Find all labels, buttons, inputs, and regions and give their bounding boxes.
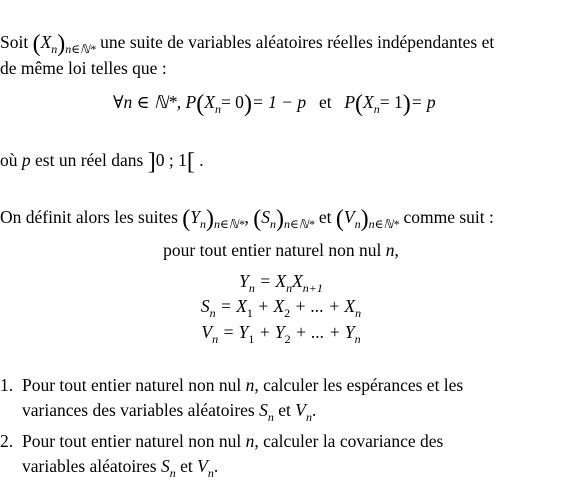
- eq2-lhs-sub: n: [209, 306, 216, 320]
- eq1-lhs: Y: [239, 271, 249, 291]
- s-var: S: [261, 207, 270, 227]
- intro-prefix: Soit: [0, 32, 29, 52]
- sequences-definition-line: [0, 207, 494, 231]
- p0-symbol: P: [185, 92, 197, 112]
- formula-conj: et: [318, 92, 332, 112]
- eq3-b-sub: 2: [284, 332, 291, 346]
- eq2-c: + ... + X: [294, 296, 356, 316]
- defs-intro-punct: ,: [394, 240, 399, 260]
- p0-open: (: [196, 91, 205, 117]
- q2-conj: et: [180, 456, 193, 476]
- quantifier: ∀n ∈ ℕ*,: [113, 92, 182, 112]
- p-middle: est un réel dans: [35, 150, 144, 170]
- question-1-line-2: [22, 402, 316, 423]
- eq1-rhs-sub2: n+1: [302, 281, 323, 295]
- eq3-c-sub: n: [354, 332, 361, 346]
- question-number: 2.: [0, 431, 14, 451]
- p0-close: ): [243, 91, 252, 117]
- eq2-b-sub: 2: [284, 306, 291, 320]
- interval-open-bracket: ]: [147, 149, 156, 175]
- q2-s-sub: n: [169, 466, 176, 480]
- intro-line-2: [0, 60, 167, 78]
- q1-v-sub: n: [305, 410, 312, 424]
- eq1-rhs-mid: X: [292, 271, 303, 291]
- p1-symbol: P: [344, 92, 356, 112]
- p0-eq: = 0: [220, 92, 244, 112]
- s-close: ): [276, 206, 284, 232]
- p1-close: ): [402, 91, 411, 117]
- p1-open: (: [355, 91, 364, 117]
- v-sub: n: [354, 217, 361, 231]
- defs-intro-text: pour tout entier naturel non nul: [163, 240, 382, 260]
- seq-prefix: On définit alors les suites: [0, 207, 178, 227]
- question-2-line-2: [22, 458, 218, 479]
- s-open: (: [253, 206, 262, 232]
- eq1-rhs-sub1: n: [286, 281, 293, 295]
- p-var: p: [21, 150, 31, 170]
- close-paren: ): [57, 31, 66, 57]
- equation-v: [0, 324, 562, 345]
- y-index: n∈ℕ*: [214, 217, 245, 231]
- intro-line2-text: de même loi telles que :: [0, 58, 167, 78]
- eq3-lhs: V: [201, 322, 213, 342]
- q1-line1-a: Pour tout entier naturel non nul: [22, 375, 242, 395]
- eq2-lhs: S: [200, 296, 210, 316]
- defs-intro-var: n: [385, 240, 395, 260]
- open-paren: (: [32, 31, 41, 57]
- eq3-a-sub: 1: [248, 332, 255, 346]
- v-var: V: [343, 207, 355, 227]
- eq2-a-sub: 1: [246, 306, 253, 320]
- y-open: (: [182, 206, 191, 232]
- q2-line1-a: Pour tout entier naturel non nul: [22, 431, 242, 451]
- q1-line1-b: , calculer les espérances et les: [254, 375, 464, 395]
- v-open: (: [335, 206, 344, 232]
- question-number: 1.: [0, 375, 14, 395]
- q2-s: S: [160, 456, 170, 476]
- p1-eq: = 1: [379, 92, 403, 112]
- intro-line-1: [0, 32, 494, 56]
- q1-s: S: [259, 400, 268, 420]
- q2-end: .: [213, 456, 219, 476]
- eq2-b: + X: [257, 296, 285, 316]
- equation-y: [0, 273, 562, 294]
- p0-var: X: [204, 92, 215, 112]
- v-index: n∈ℕ*: [368, 217, 400, 231]
- s-index: n∈ℕ*: [284, 217, 315, 231]
- seq-suffix: comme suit :: [403, 207, 494, 227]
- q1-conj: et: [278, 400, 291, 420]
- q1-v: V: [295, 400, 306, 420]
- y-sub: n: [200, 217, 206, 231]
- q1-s-sub: n: [267, 410, 274, 424]
- q1-var-n: n: [245, 375, 255, 395]
- eq3-c: + ... + Y: [295, 322, 355, 342]
- y-close: ): [206, 206, 214, 232]
- question-1-line-1: [22, 377, 463, 395]
- p-suffix: .: [199, 150, 204, 170]
- equation-s: [0, 298, 562, 319]
- p1-var: X: [363, 92, 374, 112]
- q2-v: V: [197, 456, 208, 476]
- eq3-a: = Y: [222, 322, 249, 342]
- p-prefix: où: [0, 150, 18, 170]
- q1-end: .: [311, 400, 317, 420]
- seq-index: n∈ℕ*: [65, 42, 96, 56]
- q2-line2-a: variables aléatoires: [22, 456, 157, 476]
- v-close: ): [360, 206, 369, 232]
- p1-sub: n: [373, 102, 380, 116]
- seq-sub: n: [51, 42, 58, 56]
- eq3-lhs-sub: n: [212, 332, 219, 346]
- s-sub: n: [270, 217, 276, 231]
- p0-rhs: = 1 − p: [251, 92, 307, 112]
- p1-rhs: = p: [410, 92, 436, 112]
- definitions-intro: [0, 242, 562, 260]
- seq-conj: et: [318, 207, 332, 227]
- eq2-c-sub: n: [355, 306, 362, 320]
- p0-sub: n: [214, 102, 221, 116]
- question-2-line-1: [22, 433, 443, 451]
- q2-var-n: n: [245, 431, 255, 451]
- q2-line1-b: , calculer la covariance des: [254, 431, 444, 451]
- q2-v-sub: n: [207, 466, 214, 480]
- eq2-a: = X: [220, 296, 247, 316]
- eq3-b: + Y: [258, 322, 285, 342]
- q1-line2-a: variances des variables aléatoires: [22, 400, 255, 420]
- y-var: Y: [190, 207, 200, 227]
- eq1-rhs: = X: [259, 271, 287, 291]
- comma-1: ,: [244, 207, 249, 227]
- intro-rest: une suite de variables aléatoires réelles indépendantes et: [100, 32, 495, 52]
- interval-values: 0 ; 1: [155, 150, 187, 170]
- eq1-lhs-sub: n: [248, 281, 255, 295]
- interval-close-bracket: [: [186, 149, 195, 175]
- probability-formula: [113, 92, 436, 116]
- seq-var-x: X: [40, 32, 52, 52]
- p-definition-line: [0, 150, 204, 174]
